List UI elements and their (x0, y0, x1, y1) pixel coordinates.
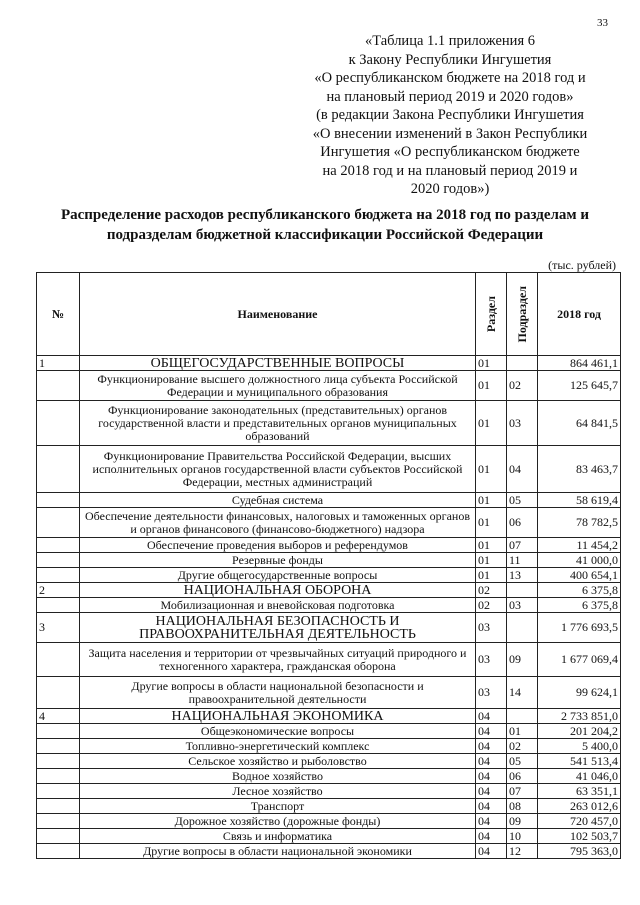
cell-amount: 63 351,1 (538, 784, 621, 799)
cell-section: 01 (476, 553, 507, 568)
cell-section: 02 (476, 598, 507, 613)
cell-amount: 41 000,0 (538, 553, 621, 568)
cell-amount: 795 363,0 (538, 844, 621, 859)
cell-subsection: 05 (507, 754, 538, 769)
cell-section: 02 (476, 583, 507, 598)
cell-number (37, 814, 80, 829)
cell-amount: 102 503,7 (538, 829, 621, 844)
table-body (37, 356, 621, 859)
cell-amount: 125 645,7 (538, 371, 621, 401)
cell-number (37, 844, 80, 859)
cell-amount: 400 654,1 (538, 568, 621, 583)
table-row (37, 538, 621, 553)
cell-amount: 2 733 851,0 (538, 709, 621, 724)
cell-name: ОБЩЕГОСУДАРСТВЕННЫЕ ВОПРОСЫ (80, 356, 476, 371)
column-header-section (476, 273, 507, 356)
cell-section: 04 (476, 709, 507, 724)
table-row (37, 769, 621, 784)
cell-name: НАЦИОНАЛЬНАЯ ОБОРОНА (80, 583, 476, 598)
document-title: Распределение расходов республиканского бюджета на 2018 год по разделам и подразделам бюджетной классификации Российской Федерации (60, 207, 590, 243)
cell-number (37, 739, 80, 754)
cell-amount: 41 046,0 (538, 769, 621, 784)
cell-subsection: 07 (507, 538, 538, 553)
cell-subsection: 12 (507, 844, 538, 859)
cell-amount: 58 619,4 (538, 493, 621, 508)
cell-section: 04 (476, 739, 507, 754)
column-header-num: № (37, 273, 80, 356)
cell-number (37, 677, 80, 709)
cell-number (37, 724, 80, 739)
cell-amount: 11 454,2 (538, 538, 621, 553)
table-row (37, 643, 621, 677)
cell-subsection: 06 (507, 508, 538, 538)
cell-name: Другие вопросы в области национальной экономики (80, 844, 476, 859)
cell-subsection: 05 (507, 493, 538, 508)
column-header-subsection-label: Подраздел (514, 285, 529, 343)
cell-subsection: 02 (507, 371, 538, 401)
column-header-name: Наименование (80, 273, 476, 356)
cell-name: Мобилизационная и вневойсковая подготовка (80, 598, 476, 613)
cell-amount: 541 513,4 (538, 754, 621, 769)
cell-name: Судебная система (80, 493, 476, 508)
table-row (37, 508, 621, 538)
header-note-line: (в редакции Закона Республики Ингушетия (316, 107, 584, 123)
table-row (37, 677, 621, 709)
cell-number (37, 784, 80, 799)
column-header-year: 2018 год (538, 273, 621, 356)
cell-number (37, 754, 80, 769)
cell-name: Другие вопросы в области национальной безопасности и правоохранительной деятельности (80, 677, 476, 709)
header-note-line: «О республиканском бюджете на 2018 год и (314, 70, 586, 86)
table-row (37, 799, 621, 814)
cell-name: Общеэкономические вопросы (80, 724, 476, 739)
cell-amount: 720 457,0 (538, 814, 621, 829)
cell-number (37, 508, 80, 538)
units-label: (тыс. рублей) (548, 258, 616, 272)
cell-number (37, 493, 80, 508)
table-row (37, 356, 621, 371)
cell-section: 04 (476, 754, 507, 769)
cell-amount: 78 782,5 (538, 508, 621, 538)
cell-amount: 83 463,7 (538, 446, 621, 493)
cell-section: 04 (476, 814, 507, 829)
cell-number (37, 643, 80, 677)
cell-subsection (507, 356, 538, 371)
cell-section: 04 (476, 829, 507, 844)
table-row (37, 844, 621, 859)
cell-amount: 99 624,1 (538, 677, 621, 709)
cell-section: 01 (476, 446, 507, 493)
cell-subsection: 09 (507, 643, 538, 677)
header-note-line: «Таблица 1.1 приложения 6 (365, 33, 535, 49)
table-row (37, 568, 621, 583)
cell-name: Обеспечение проведения выборов и референдумов (80, 538, 476, 553)
cell-number (37, 538, 80, 553)
table-row (37, 371, 621, 401)
cell-section: 01 (476, 568, 507, 583)
cell-subsection: 06 (507, 769, 538, 784)
cell-section: 01 (476, 356, 507, 371)
cell-amount: 201 204,2 (538, 724, 621, 739)
cell-subsection: 11 (507, 553, 538, 568)
table-row (37, 814, 621, 829)
table-row (37, 739, 621, 754)
cell-subsection: 03 (507, 598, 538, 613)
cell-section: 01 (476, 401, 507, 446)
cell-amount: 1 677 069,4 (538, 643, 621, 677)
cell-number (37, 401, 80, 446)
header-note-line: на 2018 год и на плановый период 2019 и (322, 162, 578, 179)
cell-section: 03 (476, 643, 507, 677)
cell-number (37, 446, 80, 493)
cell-name: Функционирование законодательных (представительных) органов государственной власти и представительных органов муниципальных образований (80, 401, 476, 446)
budget-table (36, 272, 621, 859)
cell-section: 01 (476, 508, 507, 538)
cell-subsection: 01 (507, 724, 538, 739)
cell-name: Функционирование высшего должностного лица субъекта Российской Федерации и муниципального образования (80, 371, 476, 401)
cell-amount: 263 012,6 (538, 799, 621, 814)
cell-name: НАЦИОНАЛЬНАЯ ЭКОНОМИКА (80, 709, 476, 724)
header-note-line: «О внесении изменений в Закон Республики (312, 125, 588, 142)
header-note-line: к Закону Республики Ингушетия (348, 51, 552, 68)
cell-name: Водное хозяйство (80, 769, 476, 784)
cell-amount: 1 776 693,5 (538, 613, 621, 643)
cell-number (37, 553, 80, 568)
table-row (37, 724, 621, 739)
table-row (37, 784, 621, 799)
table-row (37, 754, 621, 769)
table-row (37, 709, 621, 724)
cell-name: Функционирование Правительства Российской Федерации, высших исполнительных органов государственной власти субъектов Российской Федерации, местных администраций (80, 446, 476, 493)
cell-name: Резервные фонды (80, 553, 476, 568)
column-header-subsection (507, 273, 538, 356)
cell-number (37, 598, 80, 613)
header-note-line: на плановый период 2019 и 2020 годов» (326, 88, 574, 105)
cell-section: 01 (476, 538, 507, 553)
column-header-section-label: Раздел (483, 295, 498, 333)
cell-name: Защита населения и территории от чрезвычайных ситуаций природного и техногенного характера, гражданская оборона (80, 643, 476, 677)
cell-subsection: 08 (507, 799, 538, 814)
cell-number: 4 (37, 709, 80, 724)
cell-number (37, 371, 80, 401)
cell-amount: 6 375,8 (538, 598, 621, 613)
table-header-row (37, 273, 621, 356)
cell-subsection (507, 583, 538, 598)
cell-subsection: 10 (507, 829, 538, 844)
header-note-line: Ингушетия «О республиканском бюджете (320, 144, 580, 160)
table-row (37, 493, 621, 508)
cell-number: 1 (37, 356, 80, 371)
cell-amount: 6 375,8 (538, 583, 621, 598)
cell-name: Дорожное хозяйство (дорожные фонды) (80, 814, 476, 829)
cell-subsection (507, 709, 538, 724)
cell-amount: 64 841,5 (538, 401, 621, 446)
table-row (37, 613, 621, 643)
cell-section: 04 (476, 769, 507, 784)
cell-section: 01 (476, 493, 507, 508)
cell-section: 04 (476, 724, 507, 739)
cell-section: 01 (476, 371, 507, 401)
cell-subsection: 07 (507, 784, 538, 799)
cell-section: 04 (476, 784, 507, 799)
cell-section: 03 (476, 677, 507, 709)
cell-name: Транспорт (80, 799, 476, 814)
cell-subsection: 14 (507, 677, 538, 709)
cell-name: Лесное хозяйство (80, 784, 476, 799)
cell-section: 03 (476, 613, 507, 643)
header-note-line: 2020 годов») (410, 181, 490, 197)
cell-section: 04 (476, 799, 507, 814)
table-row (37, 583, 621, 598)
cell-number (37, 769, 80, 784)
table-row (37, 446, 621, 493)
cell-number (37, 799, 80, 814)
cell-section: 04 (476, 844, 507, 859)
cell-name: Сельское хозяйство и рыболовство (80, 754, 476, 769)
table-row (37, 829, 621, 844)
table-row (37, 598, 621, 613)
cell-name: Топливно-энергетический комплекс (80, 739, 476, 754)
cell-subsection: 09 (507, 814, 538, 829)
cell-subsection: 03 (507, 401, 538, 446)
cell-subsection (507, 613, 538, 643)
cell-amount: 864 461,1 (538, 356, 621, 371)
table-row (37, 553, 621, 568)
cell-subsection: 02 (507, 739, 538, 754)
cell-number (37, 829, 80, 844)
cell-number: 2 (37, 583, 80, 598)
header-note (300, 32, 600, 199)
table-row (37, 401, 621, 446)
cell-subsection: 13 (507, 568, 538, 583)
page-number: 33 (597, 17, 608, 29)
cell-name: Другие общегосударственные вопросы (80, 568, 476, 583)
cell-name: НАЦИОНАЛЬНАЯ БЕЗОПАСНОСТЬ И ПРАВООХРАНИТЕЛЬНАЯ ДЕЯТЕЛЬНОСТЬ (80, 613, 476, 643)
cell-number: 3 (37, 613, 80, 643)
cell-subsection: 04 (507, 446, 538, 493)
cell-number (37, 568, 80, 583)
cell-name: Обеспечение деятельности финансовых, налоговых и таможенных органов и органов финансового (финансово-бюджетного) надзора (80, 508, 476, 538)
cell-name: Связь и информатика (80, 829, 476, 844)
cell-amount: 5 400,0 (538, 739, 621, 754)
